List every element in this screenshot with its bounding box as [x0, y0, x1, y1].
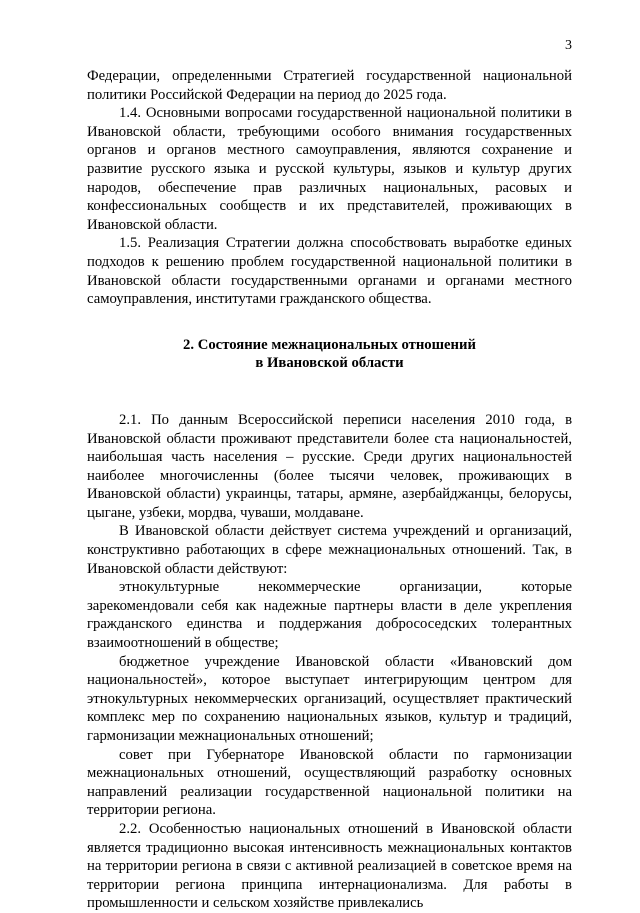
paragraph-1-4: 1.4. Основными вопросами государственной национальной политики в Ивановской области, требующими особого внимания государственных органов и органов местного самоуправления, являются сохранение и развитие русского языка и русской культуры, языков и культур других народов, обеспечение прав различных национальных, расовых и конфессиональных сообществ и их представителей, проживающих в Ивановской области. [87, 105, 572, 233]
paragraph-governor-council: совет при Губернаторе Ивановской области по гармонизации межнациональных отношений, осуществляющий разработку основных направлений реализации государственной национальной политики на территории региона. [87, 746, 572, 819]
paragraph-continuation: Федерации, определенными Стратегией государственной национальной политики Российской Федерации на период до 2025 года. [87, 68, 572, 103]
section-heading-line-2: в Ивановской области [255, 355, 404, 372]
paragraph-1-5: 1.5. Реализация Стратегии должна способствовать выработке единых подходов к решению проблем государственной национальной политики в Ивановской области государственными органами и органами местного самоуправления, институтами гражданского общества. [87, 235, 572, 308]
paragraph-2-1: 2.1. По данным Всероссийской переписи населения 2010 года, в Ивановской области проживают представители более ста национальностей, наибольшая часть населения – русские. Среди других национальностей наиболее многочисленны (более тысячи человек, проживающих в Ивановской области) украинцы, татары, армяне, азербайджанцы, белорусы, цыгане, узбеки, мордва, чуваши, молдаване. [87, 411, 572, 521]
section-heading [87, 336, 572, 373]
paragraph-institutions-intro: В Ивановской области действует система учреждений и организаций, конструктивно работающих в сфере межнациональных отношений. Так, в Ивановской области действуют: [87, 523, 572, 577]
page-number: 3 [565, 38, 572, 53]
paragraph-2-2: 2.2. Особенностью национальных отношений в Ивановской области является традиционно высокая интенсивность межнациональных контактов на территории региона в связи с активной реализацией в советское время на территории региона принципа интернационализма. Для работы в промышленности и сельском хозяйстве привлекались [87, 820, 572, 912]
paragraph-ethnocultural-orgs: этнокультурные некоммерческие организации, которые зарекомендовали себя как надежные партнеры власти в деле укрепления гражданского единства и поддержания добрососедских толерантных взаимоотношений в обществе; [87, 579, 572, 652]
section-heading-line-1: 2. Состояние межнациональных отношений [183, 336, 476, 353]
paragraph-house-of-nationalities: бюджетное учреждение Ивановской области «Ивановский дом национальностей», которое выступает интегрирующим центром для этнокультурных некоммерческих организаций, осуществляет практический комплекс мер по сохранению национальных языков, культур и традиций, гармонизации межнациональных отношений; [87, 653, 572, 744]
